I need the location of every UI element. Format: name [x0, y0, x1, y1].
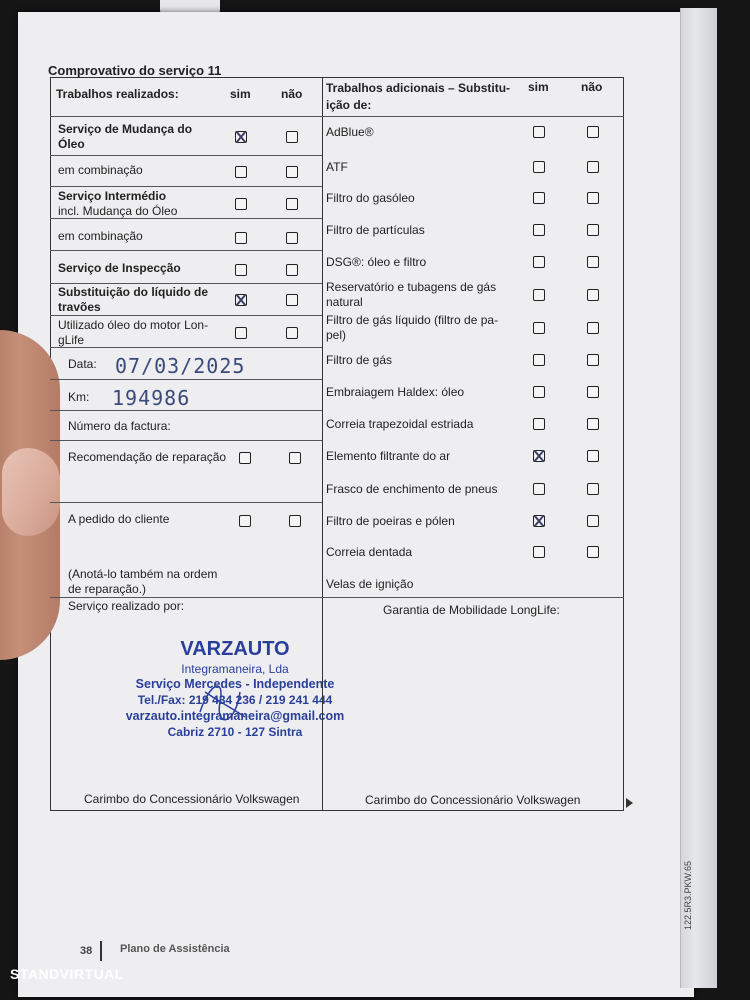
left-row-label: Serviço de Inspecção	[58, 261, 181, 275]
right-row-nao-checkbox[interactable]	[587, 418, 599, 430]
right-row-label: Filtro de partículas	[326, 223, 425, 237]
right-row-label: Filtro de poeiras e pólen	[326, 514, 455, 528]
right-row-nao-checkbox[interactable]	[587, 354, 599, 366]
left-row-label: Substituição do líquido de	[58, 285, 208, 299]
right-row-label: Filtro do gasóleo	[326, 191, 415, 205]
right-row-sim-checkbox[interactable]	[533, 450, 545, 462]
right-row-nao-checkbox[interactable]	[587, 192, 599, 204]
right-row-nao-checkbox[interactable]	[587, 322, 599, 334]
recomendacao-sim-checkbox[interactable]	[239, 452, 251, 464]
left-row-rule	[50, 218, 322, 219]
right-col-nao: não	[581, 80, 603, 94]
right-row-nao-checkbox[interactable]	[587, 126, 599, 138]
left-row-sim-checkbox[interactable]	[235, 232, 247, 244]
left-row-sim-checkbox[interactable]	[235, 131, 247, 143]
left-row-rule	[50, 250, 322, 251]
footer-text: Plano de Assistência	[120, 943, 230, 955]
left-row-sim-checkbox[interactable]	[235, 327, 247, 339]
anotar-line1: (Anotá-lo também na ordem	[68, 567, 218, 581]
right-row-label-cont: natural	[326, 295, 363, 309]
data-label: Data:	[68, 357, 97, 371]
right-row-label: DSG®: óleo e filtro	[326, 255, 427, 269]
left-row-nao-checkbox[interactable]	[286, 198, 298, 210]
right-row-label: Elemento filtrante do ar	[326, 449, 451, 463]
right-row-sim-checkbox[interactable]	[533, 354, 545, 366]
anotar-line2: de reparação.)	[68, 582, 147, 596]
left-row-rule	[50, 597, 322, 598]
left-row-nao-checkbox[interactable]	[286, 294, 298, 306]
right-row-sim-checkbox[interactable]	[533, 483, 545, 495]
left-row-rule	[50, 315, 322, 316]
left-row-nao-checkbox[interactable]	[286, 264, 298, 276]
booklet-spine	[680, 8, 717, 988]
left-header-rule	[50, 116, 322, 117]
right-row-sim-checkbox[interactable]	[533, 322, 545, 334]
right-header-rule	[322, 116, 624, 117]
left-row-label-cont: travões	[58, 300, 101, 314]
right-row-label: Filtro de gás	[326, 353, 393, 367]
page-number: 38	[80, 945, 93, 957]
right-row-sim-checkbox[interactable]	[533, 256, 545, 268]
left-row-label: Serviço de Mudança do	[58, 122, 193, 136]
right-bottom-rule	[322, 597, 624, 598]
right-row-nao-checkbox[interactable]	[587, 386, 599, 398]
right-row-sim-checkbox[interactable]	[533, 418, 545, 430]
right-row-label: Frasco de enchimento de pneus	[326, 482, 498, 496]
right-header-line2: ição de:	[326, 98, 372, 112]
right-row-nao-checkbox[interactable]	[587, 289, 599, 301]
right-row-sim-checkbox[interactable]	[533, 192, 545, 204]
right-row-label: ATF	[326, 160, 348, 174]
left-row-sim-checkbox[interactable]	[235, 166, 247, 178]
right-row-label: Correia dentada	[326, 545, 413, 559]
right-carimbo-label: Carimbo do Concessionário Volkswagen	[365, 793, 581, 807]
km-value: 194986	[112, 386, 191, 410]
left-col-nao: não	[281, 87, 303, 101]
left-row-nao-checkbox[interactable]	[286, 166, 298, 178]
left-row-rule	[50, 410, 322, 411]
stamp-line5: Cabriz 2710 - 127 Sintra	[167, 725, 303, 739]
pedido-sim-checkbox[interactable]	[239, 515, 251, 527]
next-page-arrow-icon	[626, 798, 633, 808]
pedido-nao-checkbox[interactable]	[289, 515, 301, 527]
right-header-line1: Trabalhos adicionais – Substitu-	[326, 81, 511, 95]
center-divider	[322, 77, 323, 811]
left-row-label: Serviço Intermédio	[58, 189, 167, 203]
right-row-sim-checkbox[interactable]	[533, 126, 545, 138]
footer-divider	[100, 941, 102, 961]
right-row-nao-checkbox[interactable]	[587, 515, 599, 527]
right-row-label: Filtro de gás líquido (filtro de pa-	[326, 313, 499, 327]
spine-code: 122.5R3.PKW.65	[683, 860, 693, 930]
stamp-line4: varzauto.integramaneira@gmail.com	[125, 709, 345, 723]
left-header: Trabalhos realizados:	[56, 87, 179, 101]
right-row-sim-checkbox[interactable]	[533, 161, 545, 173]
left-row-nao-checkbox[interactable]	[286, 131, 298, 143]
left-row-rule	[50, 155, 322, 156]
right-row-nao-checkbox[interactable]	[587, 161, 599, 173]
left-row-rule	[50, 379, 322, 380]
right-row-label: Embraiagem Haldex: óleo	[326, 385, 465, 399]
thumb-nail	[2, 448, 60, 536]
factura-label: Número da factura:	[68, 419, 171, 433]
left-col-sim: sim	[230, 87, 251, 101]
right-row-nao-checkbox[interactable]	[587, 450, 599, 462]
left-row-label-cont: incl. Mudança do Óleo	[58, 204, 178, 218]
pedido-label: A pedido do cliente	[68, 512, 170, 526]
stamp-name: VARZAUTO	[180, 638, 290, 660]
left-row-sim-checkbox[interactable]	[235, 264, 247, 276]
data-value: 07/03/2025	[115, 354, 246, 378]
signature-scribble	[190, 672, 250, 732]
garantia-label: Garantia de Mobilidade LongLife:	[383, 603, 560, 617]
right-row-label: AdBlue®	[326, 125, 374, 139]
right-row-sim-checkbox[interactable]	[533, 546, 545, 558]
left-row-sim-checkbox[interactable]	[235, 294, 247, 306]
left-row-label-cont: Óleo	[58, 137, 85, 151]
right-row-label: Correia trapezoidal estriada	[326, 417, 474, 431]
stamp-line2: Serviço Mercedes - Independente	[135, 677, 335, 691]
stamp-line1: Integramaneira, Lda	[181, 662, 289, 676]
left-row-nao-checkbox[interactable]	[286, 327, 298, 339]
left-row-label: em combinação	[58, 163, 143, 177]
right-row-nao-checkbox[interactable]	[587, 224, 599, 236]
left-row-label: Utilizado óleo do motor Lon-	[58, 318, 209, 332]
left-row-rule	[50, 283, 322, 284]
page-title: Comprovativo do serviço 11	[48, 63, 222, 78]
left-carimbo-label: Carimbo do Concessionário Volkswagen	[84, 792, 300, 806]
right-row-sim-checkbox[interactable]	[533, 289, 545, 301]
left-row-label: em combinação	[58, 229, 143, 243]
recomendacao-nao-checkbox[interactable]	[289, 452, 301, 464]
right-row-nao-checkbox[interactable]	[587, 256, 599, 268]
km-label: Km:	[68, 390, 90, 404]
right-row-sim-checkbox[interactable]	[533, 515, 545, 527]
right-col-sim: sim	[528, 80, 549, 94]
right-row-label: Velas de ignição	[326, 577, 414, 591]
right-row-nao-checkbox[interactable]	[587, 483, 599, 495]
left-row-rule	[50, 440, 322, 441]
left-row-rule	[50, 502, 322, 503]
right-row-nao-checkbox[interactable]	[587, 546, 599, 558]
servico-realizado-label: Serviço realizado por:	[68, 599, 185, 613]
right-row-sim-checkbox[interactable]	[533, 386, 545, 398]
left-row-label-cont: gLife	[58, 333, 85, 347]
watermark-logo: STANDVIRTUAL	[10, 966, 124, 982]
recomendacao-label: Recomendação de reparação	[68, 450, 227, 464]
left-row-rule	[50, 186, 322, 187]
right-row-sim-checkbox[interactable]	[533, 224, 545, 236]
left-row-nao-checkbox[interactable]	[286, 232, 298, 244]
left-row-sim-checkbox[interactable]	[235, 198, 247, 210]
right-row-label: Reservatório e tubagens de gás	[326, 280, 497, 294]
right-row-label-cont: pel)	[326, 328, 347, 342]
stamp-line3: Tel./Fax: 219 434 236 / 219 241 444	[137, 693, 333, 707]
left-row-rule	[50, 347, 322, 348]
